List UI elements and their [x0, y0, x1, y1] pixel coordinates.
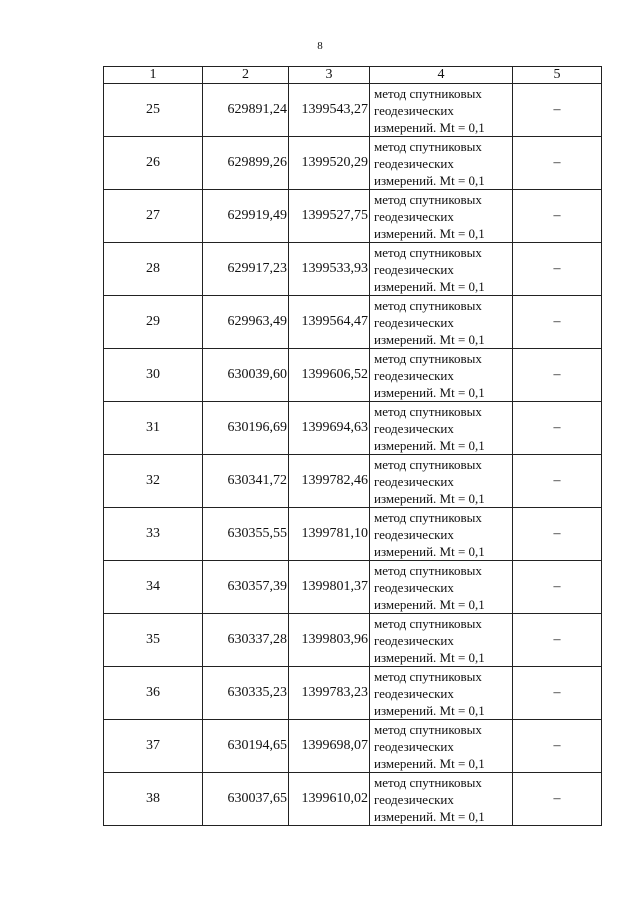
y-coordinate-cell: 1399694,63	[289, 402, 370, 455]
y-coordinate-cell: 1399782,46	[289, 455, 370, 508]
x-coordinate-cell: 630355,55	[203, 508, 289, 561]
method-line: метод спутниковых	[374, 297, 482, 313]
point-number-cell: 28	[104, 243, 203, 296]
note-cell: –	[513, 84, 602, 137]
point-number-cell: 31	[104, 402, 203, 455]
y-coordinate-cell: 1399564,47	[289, 296, 370, 349]
method-line: измерений. Mt = 0,1	[374, 755, 485, 771]
method-cell	[370, 773, 513, 826]
note-cell: –	[513, 243, 602, 296]
table-row	[104, 614, 602, 667]
method-line: метод спутниковых	[374, 244, 482, 260]
method-line: метод спутниковых	[374, 509, 482, 525]
point-number-cell: 37	[104, 720, 203, 773]
point-number-cell: 29	[104, 296, 203, 349]
method-line: метод спутниковых	[374, 138, 482, 154]
y-coordinate-cell: 1399803,96	[289, 614, 370, 667]
table-row	[104, 561, 602, 614]
method-line: измерений. Mt = 0,1	[374, 278, 485, 294]
x-coordinate-cell: 629899,26	[203, 137, 289, 190]
method-line: измерений. Mt = 0,1	[374, 808, 485, 824]
method-line: геодезических	[374, 579, 454, 595]
point-number-cell: 34	[104, 561, 203, 614]
x-coordinate-cell: 629917,23	[203, 243, 289, 296]
table-row	[104, 137, 602, 190]
method-line: геодезических	[374, 738, 454, 754]
method-cell	[370, 402, 513, 455]
x-coordinate-cell: 630335,23	[203, 667, 289, 720]
note-cell: –	[513, 561, 602, 614]
column-header-1: 1	[104, 67, 203, 84]
method-line: геодезических	[374, 473, 454, 489]
method-line: измерений. Mt = 0,1	[374, 596, 485, 612]
method-line: геодезических	[374, 208, 454, 224]
method-line: метод спутниковых	[374, 668, 482, 684]
point-number-cell: 26	[104, 137, 203, 190]
x-coordinate-cell: 629963,49	[203, 296, 289, 349]
x-coordinate-cell: 630357,39	[203, 561, 289, 614]
point-number-cell: 38	[104, 773, 203, 826]
coordinates-table	[103, 66, 602, 826]
method-line: метод спутниковых	[374, 350, 482, 366]
point-number-cell: 27	[104, 190, 203, 243]
table-row	[104, 667, 602, 720]
x-coordinate-cell: 630039,60	[203, 349, 289, 402]
method-line: метод спутниковых	[374, 85, 482, 101]
table-header-row	[104, 67, 602, 84]
method-line: метод спутниковых	[374, 721, 482, 737]
method-line: измерений. Mt = 0,1	[374, 384, 485, 400]
method-line: измерений. Mt = 0,1	[374, 649, 485, 665]
y-coordinate-cell: 1399698,07	[289, 720, 370, 773]
method-cell	[370, 296, 513, 349]
method-line: геодезических	[374, 102, 454, 118]
method-line: метод спутниковых	[374, 774, 482, 790]
table-row	[104, 720, 602, 773]
method-cell	[370, 667, 513, 720]
y-coordinate-cell: 1399781,10	[289, 508, 370, 561]
point-number-cell: 25	[104, 84, 203, 137]
x-coordinate-cell: 630037,65	[203, 773, 289, 826]
y-coordinate-cell: 1399543,27	[289, 84, 370, 137]
note-cell: –	[513, 614, 602, 667]
y-coordinate-cell: 1399606,52	[289, 349, 370, 402]
y-coordinate-cell: 1399527,75	[289, 190, 370, 243]
method-line: измерений. Mt = 0,1	[374, 543, 485, 559]
method-line: измерений. Mt = 0,1	[374, 225, 485, 241]
table-row	[104, 402, 602, 455]
note-cell: –	[513, 667, 602, 720]
method-line: геодезических	[374, 632, 454, 648]
method-line: геодезических	[374, 261, 454, 277]
table-row	[104, 84, 602, 137]
method-line: геодезических	[374, 155, 454, 171]
note-cell: –	[513, 773, 602, 826]
page-number: 8	[317, 40, 323, 52]
column-header-5: 5	[513, 67, 602, 84]
method-cell	[370, 455, 513, 508]
method-line: измерений. Mt = 0,1	[374, 172, 485, 188]
x-coordinate-cell: 630341,72	[203, 455, 289, 508]
method-line: метод спутниковых	[374, 456, 482, 472]
method-cell	[370, 720, 513, 773]
note-cell: –	[513, 296, 602, 349]
method-line: метод спутниковых	[374, 615, 482, 631]
method-line: измерений. Mt = 0,1	[374, 702, 485, 718]
x-coordinate-cell: 630196,69	[203, 402, 289, 455]
note-cell: –	[513, 720, 602, 773]
point-number-cell: 32	[104, 455, 203, 508]
method-line: метод спутниковых	[374, 191, 482, 207]
point-number-cell: 35	[104, 614, 203, 667]
x-coordinate-cell: 630194,65	[203, 720, 289, 773]
note-cell: –	[513, 349, 602, 402]
y-coordinate-cell: 1399610,02	[289, 773, 370, 826]
table-body	[104, 84, 602, 826]
method-line: измерений. Mt = 0,1	[374, 437, 485, 453]
table-row	[104, 243, 602, 296]
y-coordinate-cell: 1399783,23	[289, 667, 370, 720]
column-header-3: 3	[289, 67, 370, 84]
table-row	[104, 508, 602, 561]
method-cell	[370, 243, 513, 296]
y-coordinate-cell: 1399533,93	[289, 243, 370, 296]
point-number-cell: 36	[104, 667, 203, 720]
y-coordinate-cell: 1399520,29	[289, 137, 370, 190]
note-cell: –	[513, 402, 602, 455]
table-row	[104, 296, 602, 349]
table-row	[104, 349, 602, 402]
column-header-2: 2	[203, 67, 289, 84]
method-line: геодезических	[374, 367, 454, 383]
method-cell	[370, 137, 513, 190]
x-coordinate-cell: 630337,28	[203, 614, 289, 667]
note-cell: –	[513, 190, 602, 243]
method-line: метод спутниковых	[374, 562, 482, 578]
table-row	[104, 773, 602, 826]
method-line: измерений. Mt = 0,1	[374, 490, 485, 506]
x-coordinate-cell: 629891,24	[203, 84, 289, 137]
table-row	[104, 190, 602, 243]
method-cell	[370, 84, 513, 137]
method-cell	[370, 190, 513, 243]
column-header-4: 4	[370, 67, 513, 84]
note-cell: –	[513, 137, 602, 190]
method-line: метод спутниковых	[374, 403, 482, 419]
method-line: измерений. Mt = 0,1	[374, 119, 485, 135]
table-row	[104, 455, 602, 508]
method-cell	[370, 561, 513, 614]
method-line: геодезических	[374, 685, 454, 701]
x-coordinate-cell: 629919,49	[203, 190, 289, 243]
method-cell	[370, 349, 513, 402]
method-line: геодезических	[374, 314, 454, 330]
y-coordinate-cell: 1399801,37	[289, 561, 370, 614]
note-cell: –	[513, 455, 602, 508]
point-number-cell: 30	[104, 349, 203, 402]
note-cell: –	[513, 508, 602, 561]
method-cell	[370, 508, 513, 561]
method-line: измерений. Mt = 0,1	[374, 331, 485, 347]
point-number-cell: 33	[104, 508, 203, 561]
method-line: геодезических	[374, 420, 454, 436]
method-line: геодезических	[374, 526, 454, 542]
method-line: геодезических	[374, 791, 454, 807]
method-cell	[370, 614, 513, 667]
